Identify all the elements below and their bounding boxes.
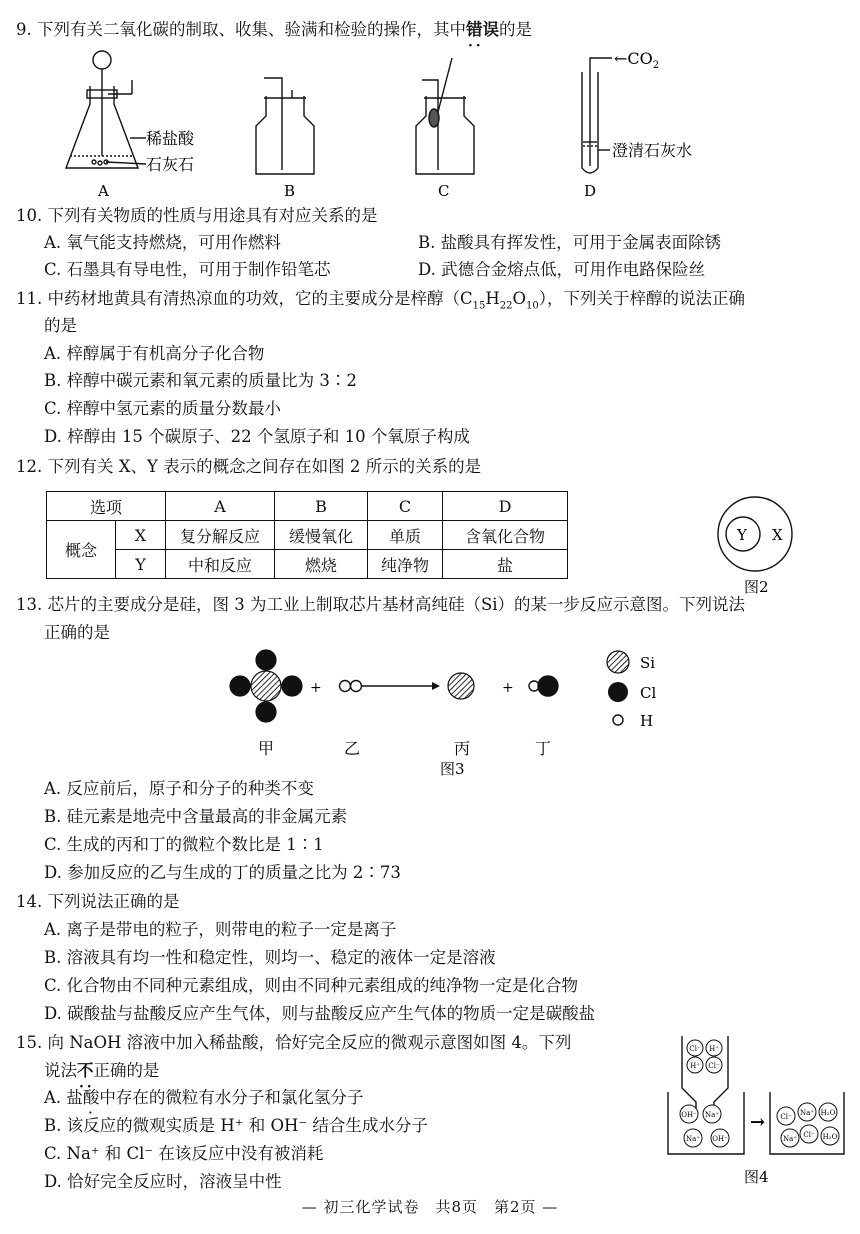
q9-stem-tail: 的是	[499, 20, 532, 39]
q12-table	[46, 491, 568, 579]
q9-label-co2	[614, 49, 659, 71]
q12-y-d: 盐	[443, 550, 568, 579]
q15-ion: OH⁻	[681, 1111, 697, 1119]
q12-y-a: 中和反应	[166, 550, 275, 579]
q10-option-c: C. 石墨具有导电性，可用于制作铅笔芯	[44, 260, 331, 279]
q13-label-ding: 丁	[535, 739, 552, 758]
q15-ion: Na⁺	[783, 1135, 797, 1143]
q14-stem: 14. 下列说法正确的是	[16, 892, 180, 911]
q15-option-a-dotted: 酸	[82, 1088, 100, 1107]
q15-ion: H⁺	[709, 1045, 719, 1053]
q9-stem	[16, 18, 532, 42]
q12-x-c: 单质	[368, 521, 443, 550]
table-row	[47, 492, 568, 521]
q12-concept-label: 概念	[47, 521, 116, 579]
q13-molecule-ding	[529, 676, 558, 696]
q11-sub-o: 10	[526, 300, 539, 312]
q10-stem: 10. 下列有关物质的性质与用途具有对应关系的是	[16, 206, 378, 225]
q13-option-c: C. 生成的丙和丁的微粒个数比是 1∶1	[44, 835, 324, 854]
q15-stem2-b: 正确的是	[93, 1061, 160, 1080]
q10-option-a: A. 氧气能支持燃烧，可用作燃料	[44, 233, 281, 252]
q13-label-yi: 乙	[344, 739, 361, 758]
q9-fig-c-label: C	[438, 182, 450, 200]
q9-label-limewater: 澄清石灰水	[612, 141, 693, 160]
q12-y-label: Y	[116, 550, 166, 579]
q12-header-label: 选项	[47, 492, 166, 521]
q13-stem2: 正确的是	[44, 623, 110, 642]
q12-x-a: 复分解反应	[166, 521, 275, 550]
q15-stem2-a: 说法	[44, 1061, 77, 1080]
q11-stem	[16, 287, 745, 318]
q10-option-b: B. 盐酸具有挥发性，可用于金属表面除锈	[418, 233, 722, 252]
q9-fig-d-label: D	[584, 182, 597, 200]
q11-option-b: B. 梓醇中碳元素和氧元素的质量比为 3∶2	[44, 371, 357, 390]
q12-x-label: X	[116, 521, 166, 550]
q11-h: H	[485, 289, 500, 308]
q12-fig-caption: 图2	[744, 578, 769, 596]
q15-figure	[662, 1030, 848, 1192]
page-footer: — 初三化学试卷 共8页 第2页 —	[301, 1198, 559, 1216]
q12-y-b: 燃烧	[275, 550, 368, 579]
q15-ion: Na⁺	[686, 1135, 700, 1143]
q15-stem2	[44, 1059, 160, 1083]
q9-fig-a-label: A	[98, 182, 109, 200]
q15-ion: Na⁺	[705, 1111, 719, 1119]
q11-sub-c: 15	[472, 300, 486, 312]
q9-emphasis: 错误 · ·	[466, 20, 499, 39]
q9-apparatus-figure	[60, 46, 740, 202]
q13-arrow-head	[432, 682, 440, 690]
q13-legend-h-icon	[613, 715, 623, 725]
q12-col-d: D	[443, 492, 568, 521]
table-row	[47, 550, 568, 579]
q11-option-c: C. 梓醇中氢元素的质量分数最小	[44, 399, 282, 418]
q13-molecule-yi	[340, 681, 362, 692]
q11-o: O	[512, 289, 527, 308]
q9-fig-d-test-tube	[582, 58, 612, 173]
q9-fig-b-label: B	[284, 182, 296, 200]
q15-arrow: →	[750, 1112, 766, 1133]
q13-reaction-figure	[220, 648, 680, 778]
q15-ion: Cl⁻	[689, 1045, 701, 1053]
q15-option-a-pre: A. 盐	[44, 1088, 83, 1107]
q12-col-a: A	[166, 492, 275, 521]
q9-fig-b-bottle	[256, 78, 314, 174]
q9-stem-text: 9. 下列有关二氧化碳的制取、收集、验满和检验的操作，其中	[16, 20, 466, 39]
q12-fig-y: Y	[737, 526, 747, 544]
q11-option-d: D. 梓醇由 15 个碳原子、22 个氢原子和 10 个氧原子构成	[44, 427, 470, 446]
q13-legend-cl: Cl	[640, 684, 657, 702]
q12-stem: 12. 下列有关 X、Y 表示的概念之间存在如图 2 所示的关系的是	[16, 457, 482, 476]
q15-ion: Cl⁻	[780, 1113, 792, 1121]
q11-sub-h: 22	[499, 300, 513, 312]
q15-option-b: B. 该反应的微观实质是 H⁺ 和 OH⁻ 结合生成水分子	[44, 1116, 428, 1135]
q14-option-c: C. 化合物由不同种元素组成，则由不同种元素组成的纯净物一定是化合物	[44, 976, 579, 995]
q15-option-c: C. Na⁺ 和 Cl⁻ 在该反应中没有被消耗	[44, 1144, 324, 1163]
q15-option-a	[44, 1086, 363, 1110]
q13-fig-caption: 图3	[440, 760, 465, 778]
q13-option-a: A. 反应前后，原子和分子的种类不变	[44, 779, 314, 798]
q15-emphasis: 不 · ·	[77, 1061, 94, 1080]
q9-fig-c-bottle	[416, 58, 474, 174]
q12-y-c: 纯净物	[368, 550, 443, 579]
q15-ion: H⁺	[690, 1062, 700, 1070]
q15-option-d: D. 恰好完全反应时，溶液呈中性	[44, 1172, 282, 1191]
q9-label-co2-main: ←CO	[614, 49, 653, 68]
q13-legend-h: H	[640, 712, 654, 730]
q10-option-d: D. 武德合金熔点低，可用作电路保险丝	[418, 260, 706, 279]
q12-venn-figure	[712, 492, 812, 600]
q9-label-acid: 稀盐酸	[146, 129, 195, 148]
q15-dropper-ions	[687, 1040, 722, 1073]
q15-right-ions	[777, 1103, 839, 1147]
q14-option-a: A. 离子是带电的粒子，则带电的粒子一定是离子	[44, 920, 397, 939]
q11-stem-a: 11. 中药材地黄具有清热凉血的功效，它的主要成分是梓醇（C	[16, 289, 473, 308]
q15-left-ions	[680, 1105, 729, 1147]
q15-ion: H₂O	[822, 1133, 838, 1141]
q12-x-b: 缓慢氧化	[275, 521, 368, 550]
q12-fig-x: X	[772, 526, 783, 544]
q13-legend-si-icon	[607, 651, 629, 673]
q12-col-b: B	[275, 492, 368, 521]
q15-ion: Na⁺	[800, 1109, 814, 1117]
q15-ion: Cl⁻	[708, 1062, 720, 1070]
q9-label-co2-sub: 2	[652, 60, 660, 71]
q15-option-a-post: 中存在的微粒有水分子和氯化氢分子	[99, 1088, 364, 1107]
q13-molecule-bing	[448, 673, 474, 699]
q13-label-jia: 甲	[258, 739, 275, 758]
q11-stem2: 的是	[44, 316, 77, 335]
q13-plus-2: +	[502, 680, 514, 696]
q9-fig-a-flask	[66, 51, 146, 168]
q11-stem-b: ），下列关于梓醇的说法正确	[538, 289, 745, 308]
q13-legend-cl-icon	[608, 682, 628, 702]
q13-legend-si: Si	[640, 654, 656, 672]
q14-option-b: B. 溶液具有均一性和稳定性，则均一、稳定的液体一定是溶液	[44, 948, 496, 967]
q13-label-bing: 丙	[454, 739, 471, 758]
q13-option-b: B. 硅元素是地壳中含量最高的非金属元素	[44, 807, 348, 826]
q15-fig-caption: 图4	[744, 1168, 769, 1186]
q15-ion: H₂O	[820, 1109, 836, 1117]
q15-stem: 15. 向 NaOH 溶液中加入稀盐酸，恰好完全反应的微观示意图如图 4。下列	[16, 1033, 572, 1052]
q15-beaker-left	[668, 1092, 744, 1154]
table-row	[47, 521, 568, 550]
q9-label-limestone: 石灰石	[146, 155, 195, 174]
q14-option-d: D. 碳酸盐与盐酸反应产生气体，则与盐酸反应产生气体的物质一定是碳酸盐	[44, 1004, 596, 1023]
q11-option-a: A. 梓醇属于有机高分子化合物	[44, 344, 265, 363]
q13-plus-1: +	[310, 680, 322, 696]
q13-stem: 13. 芯片的主要成分是硅，图 3 为工业上制取芯片基材高纯硅（Si）的某一步反应示意图。下列说法	[16, 595, 746, 614]
q13-molecule-jia	[230, 650, 302, 722]
q15-ion: Cl⁻	[803, 1131, 815, 1139]
q15-ion: OH⁻	[712, 1135, 728, 1143]
q13-option-d: D. 参加反应的乙与生成的丁的质量之比为 2∶73	[44, 863, 401, 882]
q12-x-d: 含氧化合物	[443, 521, 568, 550]
q12-col-c: C	[368, 492, 443, 521]
